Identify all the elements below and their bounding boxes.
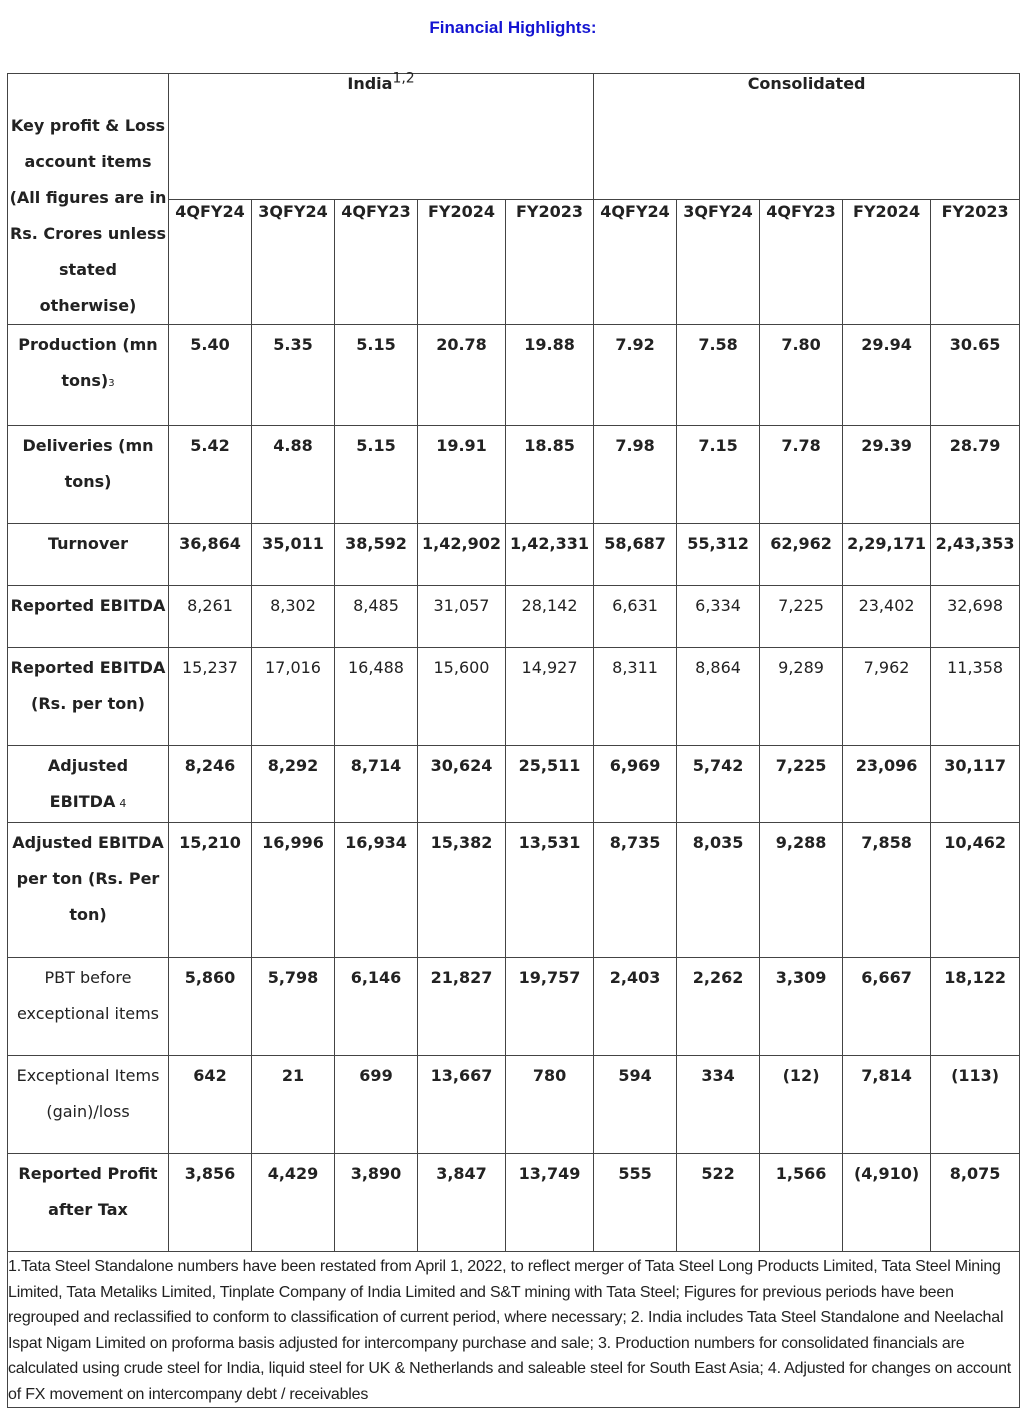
table-row — [8, 648, 1020, 746]
value-cell: 6,667 — [843, 958, 931, 1056]
row-label-cell — [8, 1154, 169, 1252]
value-cell: 8,311 — [594, 648, 677, 746]
value-cell: 35,011 — [252, 524, 335, 586]
value-cell: 2,29,171 — [843, 524, 931, 586]
value-cell: 8,302 — [252, 586, 335, 648]
value-cell: 642 — [169, 1056, 252, 1154]
value-cell: 4.88 — [252, 426, 335, 524]
row-label: Deliveries (mn tons) — [22, 436, 154, 491]
value-cell: 9,289 — [760, 648, 843, 746]
value-cell: 15,237 — [169, 648, 252, 746]
row-label: Exceptional Items (gain)/loss — [16, 1066, 160, 1121]
consolidated-label: Consolidated — [747, 74, 866, 93]
value-cell: 6,334 — [677, 586, 760, 648]
value-cell: 18,122 — [931, 958, 1020, 1056]
table-row — [8, 524, 1020, 586]
period-header-6: 3QFY24 — [677, 199, 760, 325]
period-header-7: 4QFY23 — [760, 199, 843, 325]
value-cell: 780 — [506, 1056, 594, 1154]
value-cell: 19.88 — [506, 325, 594, 426]
value-cell: 62,962 — [760, 524, 843, 586]
value-cell: 13,667 — [418, 1056, 506, 1154]
value-cell: (12) — [760, 1056, 843, 1154]
value-cell: 5,798 — [252, 958, 335, 1056]
value-cell: 1,42,331 — [506, 524, 594, 586]
value-cell: 19,757 — [506, 958, 594, 1056]
value-cell: 2,403 — [594, 958, 677, 1056]
value-cell: 15,600 — [418, 648, 506, 746]
value-cell: 30,624 — [418, 746, 506, 823]
value-cell: 28.79 — [931, 426, 1020, 524]
value-cell: 17,016 — [252, 648, 335, 746]
period-header-2: 4QFY23 — [335, 199, 418, 325]
row-label-cell — [8, 746, 169, 823]
value-cell: 334 — [677, 1056, 760, 1154]
footnote-text: 1.Tata Steel Standalone numbers have been restated from April 1, 2022, to reflect merger of Tata Steel Long Products Limited, Tata Steel Mining Limited, Tata Metaliks Limited, Tinplate Company of India Limited and S&T mining with Tata Steel; Figures for previous periods have been regrouped and reclassified to conform to classification of current period, where necessary; 2. India includes Tata Steel Standalone and Neelachal Ispat Nigam Limited on proforma basis adjusted for intercompany purchase and sale; 3. Production numbers for consolidated financials are calculated using crude steel for India, liquid steel for UK & Netherlands and saleable steel for South East Asia; 4. Adjusted for changes on account of FX movement on intercompany debt / receivables — [8, 1258, 1012, 1403]
period-header-1: 3QFY24 — [252, 199, 335, 325]
value-cell: 55,312 — [677, 524, 760, 586]
india-footnote-ref: 1,2 — [392, 70, 415, 87]
table-row — [8, 1154, 1020, 1252]
row-label: Production (mn tons) — [18, 335, 158, 390]
value-cell: 7.15 — [677, 426, 760, 524]
value-cell: 23,096 — [843, 746, 931, 823]
value-cell: 5,742 — [677, 746, 760, 823]
row-label: Turnover — [48, 534, 128, 553]
value-cell: 15,382 — [418, 823, 506, 958]
row-label-cell — [8, 426, 169, 524]
table-body — [8, 325, 1020, 1252]
row-label-cell — [8, 958, 169, 1056]
value-cell: 8,075 — [931, 1154, 1020, 1252]
value-cell: 21 — [252, 1056, 335, 1154]
value-cell: 2,262 — [677, 958, 760, 1056]
value-cell: 25,511 — [506, 746, 594, 823]
row-label: Adjusted EBITDA per ton (Rs. Per ton) — [12, 833, 164, 924]
value-cell: 10,462 — [931, 823, 1020, 958]
row-header-cell — [8, 74, 169, 325]
group-header-row — [8, 74, 1020, 200]
row-label: Reported Profit after Tax — [18, 1164, 158, 1219]
period-header-9: FY2023 — [931, 199, 1020, 325]
value-cell: 7.78 — [760, 426, 843, 524]
value-cell: 30,117 — [931, 746, 1020, 823]
value-cell: 29.94 — [843, 325, 931, 426]
value-cell: 23,402 — [843, 586, 931, 648]
value-cell: 6,631 — [594, 586, 677, 648]
value-cell: 1,566 — [760, 1154, 843, 1252]
value-cell: 7.80 — [760, 325, 843, 426]
value-cell: 8,246 — [169, 746, 252, 823]
value-cell: 7,858 — [843, 823, 931, 958]
value-cell: 7.58 — [677, 325, 760, 426]
footnote-row — [8, 1252, 1020, 1408]
row-label: Reported EBITDA (Rs. per ton) — [10, 658, 166, 713]
value-cell: 16,934 — [335, 823, 418, 958]
row-footnote-ref: 3 — [108, 378, 115, 389]
period-header-0: 4QFY24 — [169, 199, 252, 325]
value-cell: 7.98 — [594, 426, 677, 524]
value-cell: 14,927 — [506, 648, 594, 746]
value-cell: 8,261 — [169, 586, 252, 648]
period-header-4: FY2023 — [506, 199, 594, 325]
value-cell: 5,860 — [169, 958, 252, 1056]
value-cell: 7.92 — [594, 325, 677, 426]
table-row — [8, 586, 1020, 648]
table-row — [8, 325, 1020, 426]
table-row — [8, 823, 1020, 958]
row-label-cell — [8, 648, 169, 746]
india-group-header — [169, 70, 594, 200]
row-label-cell — [8, 823, 169, 958]
value-cell: 31,057 — [418, 586, 506, 648]
table-row — [8, 958, 1020, 1056]
value-cell: 36,864 — [169, 524, 252, 586]
value-cell: 699 — [335, 1056, 418, 1154]
value-cell: 522 — [677, 1154, 760, 1252]
value-cell: 3,309 — [760, 958, 843, 1056]
value-cell: 15,210 — [169, 823, 252, 958]
value-cell: 38,592 — [335, 524, 418, 586]
value-cell: (113) — [931, 1056, 1020, 1154]
row-label-cell — [8, 1056, 169, 1154]
value-cell: 7,962 — [843, 648, 931, 746]
value-cell: 3,856 — [169, 1154, 252, 1252]
value-cell: 594 — [594, 1056, 677, 1154]
period-header-5: 4QFY24 — [594, 199, 677, 325]
table-row — [8, 746, 1020, 823]
table-row — [8, 1056, 1020, 1154]
value-cell: 8,035 — [677, 823, 760, 958]
india-label: India — [347, 74, 393, 93]
value-cell: 19.91 — [418, 426, 506, 524]
row-header-label: Key profit & Loss account items (All figures are in Rs. Crores unless stated otherwise) — [9, 116, 167, 315]
value-cell: 7,814 — [843, 1056, 931, 1154]
value-cell: 8,714 — [335, 746, 418, 823]
row-label: Adjusted EBITDA — [47, 756, 129, 811]
value-cell: 8,485 — [335, 586, 418, 648]
value-cell: 16,488 — [335, 648, 418, 746]
value-cell: 6,969 — [594, 746, 677, 823]
value-cell: 32,698 — [931, 586, 1020, 648]
row-label-cell — [8, 524, 169, 586]
row-label-cell — [8, 586, 169, 648]
table-row — [8, 426, 1020, 524]
financial-highlights-table — [7, 70, 1020, 1408]
period-header-8: FY2024 — [843, 199, 931, 325]
value-cell: 16,996 — [252, 823, 335, 958]
value-cell: 5.35 — [252, 325, 335, 426]
value-cell: 8,864 — [677, 648, 760, 746]
value-cell: 5.40 — [169, 325, 252, 426]
value-cell: 5.15 — [335, 325, 418, 426]
value-cell: 555 — [594, 1154, 677, 1252]
value-cell: 7,225 — [760, 746, 843, 823]
value-cell: 21,827 — [418, 958, 506, 1056]
value-cell: 9,288 — [760, 823, 843, 958]
period-header-3: FY2024 — [418, 199, 506, 325]
row-label: Reported EBITDA — [10, 596, 166, 615]
value-cell: 6,146 — [335, 958, 418, 1056]
row-footnote-ref: 4 — [119, 797, 127, 810]
value-cell: 7,225 — [760, 586, 843, 648]
value-cell: 3,847 — [418, 1154, 506, 1252]
value-cell: 13,531 — [506, 823, 594, 958]
value-cell: 5.15 — [335, 426, 418, 524]
page-title: Financial Highlights: — [429, 18, 597, 37]
row-label-cell — [8, 325, 169, 426]
value-cell: 20.78 — [418, 325, 506, 426]
row-label: PBT before exceptional items — [16, 968, 159, 1023]
footnote-cell — [8, 1252, 1020, 1408]
value-cell: 3,890 — [335, 1154, 418, 1252]
value-cell: 18.85 — [506, 426, 594, 524]
value-cell: 11,358 — [931, 648, 1020, 746]
value-cell: 4,429 — [252, 1154, 335, 1252]
value-cell: 29.39 — [843, 426, 931, 524]
value-cell: 2,43,353 — [931, 524, 1020, 586]
value-cell: (4,910) — [843, 1154, 931, 1252]
value-cell: 58,687 — [594, 524, 677, 586]
value-cell: 1,42,902 — [418, 524, 506, 586]
value-cell: 13,749 — [506, 1154, 594, 1252]
value-cell: 30.65 — [931, 325, 1020, 426]
value-cell: 8,292 — [252, 746, 335, 823]
value-cell: 5.42 — [169, 426, 252, 524]
value-cell: 8,735 — [594, 823, 677, 958]
consolidated-group-header — [594, 74, 1020, 200]
value-cell: 28,142 — [506, 586, 594, 648]
